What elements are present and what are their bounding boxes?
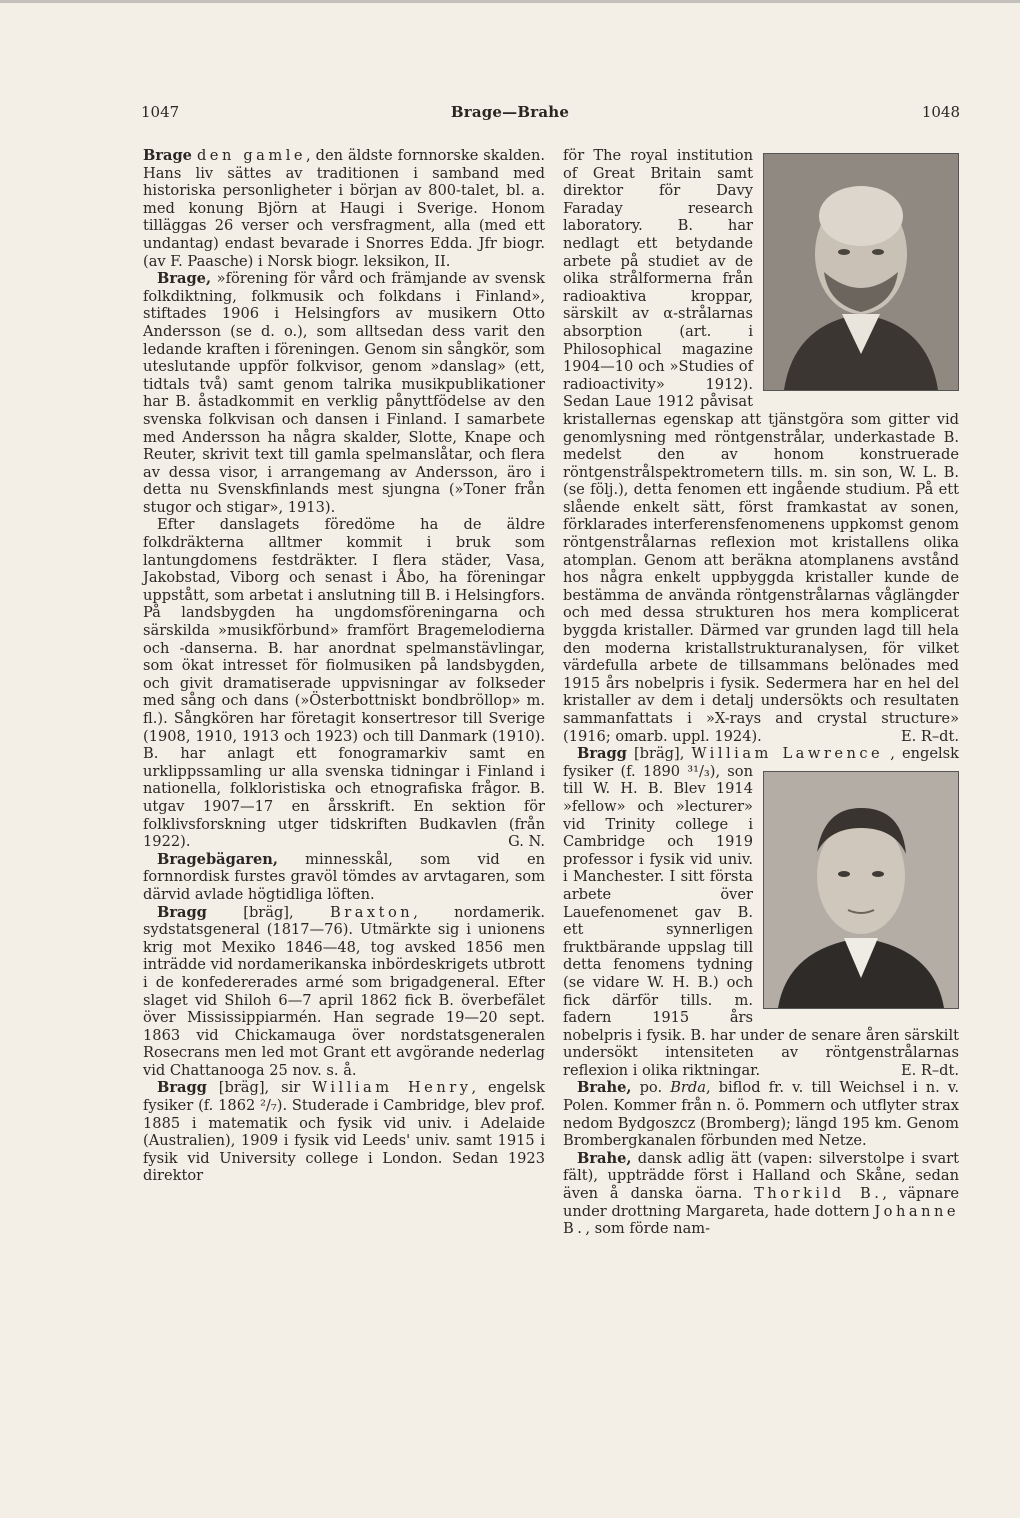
portrait-icon <box>764 154 958 390</box>
spaced-name: William Lawrence <box>691 745 884 763</box>
entry-head: Bragg <box>157 1079 207 1097</box>
spaced-name: Braxton <box>330 903 414 921</box>
entry-head: Bragebägaren, <box>157 850 278 868</box>
entry-bragg-william-lawrence <box>563 745 959 1079</box>
spaced-name: den gamle <box>196 147 307 164</box>
entry-text: po. <box>631 1079 671 1097</box>
entry-bragg-braxton <box>143 904 545 1080</box>
entry-text: , nordamerik. sydstatsgeneral (1817—76). Utmärkte sig i unionens krig mot Mexiko 1846—48, tog avsked 1856 men inträdde vid nordamerikanska inbördeskrigets utbrott i de konfedererades armé som brigadgeneral. Efter slaget vid Shiloh 6—7 april 1862 fick B. överbefälet över Mississippiarmén. Han segrade 19—20 sept. 1863 vid Chickamauga över nordstatsgeneralen Rosecrans men led mot Grant ett avgörande nederlag vid Chattanooga 25 nov. s. å. <box>143 903 545 1079</box>
portrait-icon <box>764 772 958 1008</box>
page-number-right: 1048 <box>921 103 960 121</box>
entry-text: , engelsk fysiker (f. 1862 ²/₇). Studerade i Cambridge, blev prof. 1885 i matematik och fysik vid univ. i Adelaide (Australien), 1909 i fysik vid Leeds' univ. samt 1915 i fysik vid University college i London. Sedan 1923 direktor <box>143 1079 546 1185</box>
entry-bragg-william-henry-continued <box>563 147 959 745</box>
entry-text: [bräg], <box>626 745 692 763</box>
entry-text: , den äldste fornnorske skalden. Hans liv sättes av traditionen i samband med historiska personligheter i början av 800-talet, bl. a. med konung Björn at Haugi i Sverige. Honom tilläggas 26 verser och versfragment, alla (med ett undantag) endast bevarade i Snorres Edda. Jfr biogr. (av F. Paasche) i Norsk biogr. leksikon, II. <box>143 147 546 270</box>
entry-brahe-family <box>563 1150 959 1238</box>
entry-text: minnesskål, som vid en fornnordisk furstes gravöl tömdes av arvtagaren, som därvid avlade högtidliga löften. <box>143 850 545 903</box>
entry-head: Brage <box>143 147 192 164</box>
entry-brage-den-gamle <box>143 147 545 270</box>
spaced-name: William Henry <box>312 1079 472 1097</box>
left-column <box>143 147 545 1185</box>
entry-brage-forening <box>143 270 545 516</box>
page-number-left: 1047 <box>141 103 180 121</box>
entry-head: Bragg <box>577 745 627 763</box>
entry-bragg-william-henry <box>143 1079 545 1185</box>
entry-head: Brahe, <box>577 1149 632 1167</box>
page-header <box>0 103 1020 131</box>
entry-text: dansk adlig ätt (vapen: silverstolpe i svart fält), uppträdde först i Halland och Skåne, sedan även å danska öarna. <box>563 1149 959 1203</box>
entry-head: Brage, <box>157 270 212 288</box>
portrait-william-lawrence-bragg <box>763 771 959 1009</box>
entry-head: Brahe, <box>577 1079 632 1097</box>
entry-text: [bräg], sir <box>206 1079 313 1097</box>
spaced-name: Johanne B. <box>563 1202 959 1238</box>
spaced-name: Thorkild B. <box>754 1185 883 1203</box>
entry-text: , väpnare under drottning Margareta, hade dottern <box>563 1185 959 1220</box>
right-column <box>563 147 959 1238</box>
author-signature: E. R–dt. <box>900 727 959 745</box>
page-top-rule <box>0 0 1020 3</box>
entry-head: Bragg <box>157 903 207 921</box>
running-title: Brage—Brahe <box>450 103 570 121</box>
entry-text: , biflod fr. v. till Weichsel i n. v. Polen. Kommer från n. ö. Pommern och utflyter strax nedom Bydgoszcz (Bromberg); längd 195 km. Genom Brombergkanalen förbunden med Netze. <box>563 1079 960 1150</box>
entry-brage-continued <box>143 516 545 850</box>
entry-text: , som förde nam- <box>585 1220 711 1238</box>
entry-text: »förening för vård och främjande av svensk folkdiktning, folkmusik och folkdans i Finland», stiftades 1906 i Helsingfors av musikern Otto Andersson (se d. o.), som alltsedan dess varit den ledande kraften i föreningen. Genom sin sångkör, som uteslutande uppför folkvisor, genom »danslag» (ett, tidtals två) samt genom talrika musikpublikationer har B. åstadkommit en verklig pånyttfödelse av den svenska folkvisan och dansen i Finland. I samarbete med Andersson ha några skalder, Slotte, Knape och Reuter, skrivit text till gamla spelmanslåtar, och flera av dessa visor, i arrangemang av Andersson, äro i detta nu Svenskfinlands mest sjungna (»Toner från stugor och stigar», 1913). <box>143 270 545 516</box>
entry-text: , engelsk fysiker (f. 1890 ³¹/₃), son till W. H. B. Blev 1914 »fellow» och »lecturer» vid Trinity college i Cambridge och 1919 professor i fysik vid univ. i Manchester. I sitt första arbete över Lauefenomenet gav B. ett synnerligen fruktbärande uppslag till detta fenomens tydning (se vidare W. H. B.) och fick därför tills. m. fadern 1915 års nobelpris i fysik. B. har under de senare åren särskilt undersökt intensiteten av röntgenstrålarnas reflexion i olika riktningar. <box>563 745 960 1079</box>
entry-text: Efter danslagets föredöme ha de äldre folkdräkterna alltmer kommit i bruk som lantungdomens festdräkter. I flera städer, Vasa, Jakobstad, Viborg och senast i Åbo, ha föreningar uppstått, som arbetat i anslutning till B. i Helsingfors. På landsbygden ha ungdomsföreningarna och särskilda »musikförbund» framfört Bragemelodierna och -danserna. B. har anordnat spelmanstävlingar, som ökat intresset för fiolmusiken på landsbygden, och givit dramatiserade uppvisningar av folkseder med sång och dans (»Österbottniskt bondbröllop» m. fl.). Sångkören har företagit konsertresor till Sverige (1908, 1910, 1913 och 1923) och till Danmark (1910). B. har anlagt ett fonogramarkiv samt en urklippssamling ur alla svenska tidningar i Finland i nationella, folkloristiska och etnografiska frågor. B. utgav 1907—17 en årsskrift. En sektion för folklivsforskning utger tidskriften Budkavlen (från 1922). <box>143 516 545 851</box>
author-signature: G. N. <box>508 833 545 851</box>
entry-bragebagaren <box>143 851 545 904</box>
italic-name: Brda <box>670 1079 706 1097</box>
portrait-william-henry-bragg <box>763 153 959 391</box>
author-signature: E. R–dt. <box>900 1061 959 1079</box>
entry-text: för The royal institution of Great Britain samt direktor för Davy Faraday research laboratory. B. har nedlagt ett betydande arbete på studiet av de olika strålformerna från radioaktiva kroppar, särskilt av α-strålarnas absorption (art. i Philosophical magazine 1904—10 och »Studies of radioactivity» 1912). Sedan Laue 1912 påvisat kristallernas egenskap att tjänstgöra som gitter vid genomlysning med röntgenstrålar, underkastade B. medelst den av honom konstruerade röntgenstrålspektrometern tills. m. sin son, W. L. B. (se följ.), detta fenomen ett ingående studium. På ett slående enkelt sätt, först framkastat av sonen, förklarades interferensfenomenens uppkomst genom röntgenstrålarnas reflexion mot kristallens olika atomplan. Genom att beräkna atomplanens avstånd hos några enkelt uppbyggda kristaller kunde de bestämma de använda röntgenstrålarnas våglängder och med dessa strukturen hos mera komplicerat byggda kristaller. Därmed var grunden lagd till hela den moderna kristallstrukturanalysen, för vilket värdefulla arbete de tillsammans belönades med 1915 års nobelpris i fysik. Sedermera har en hel del kristaller av dem i detalj undersökts och resultaten sammanfattats i »X-rays and crystal structure» (1916; omarb. uppl. 1924). <box>563 147 959 745</box>
entry-text: [bräg], <box>206 903 330 921</box>
entry-brahe-river <box>563 1079 959 1149</box>
